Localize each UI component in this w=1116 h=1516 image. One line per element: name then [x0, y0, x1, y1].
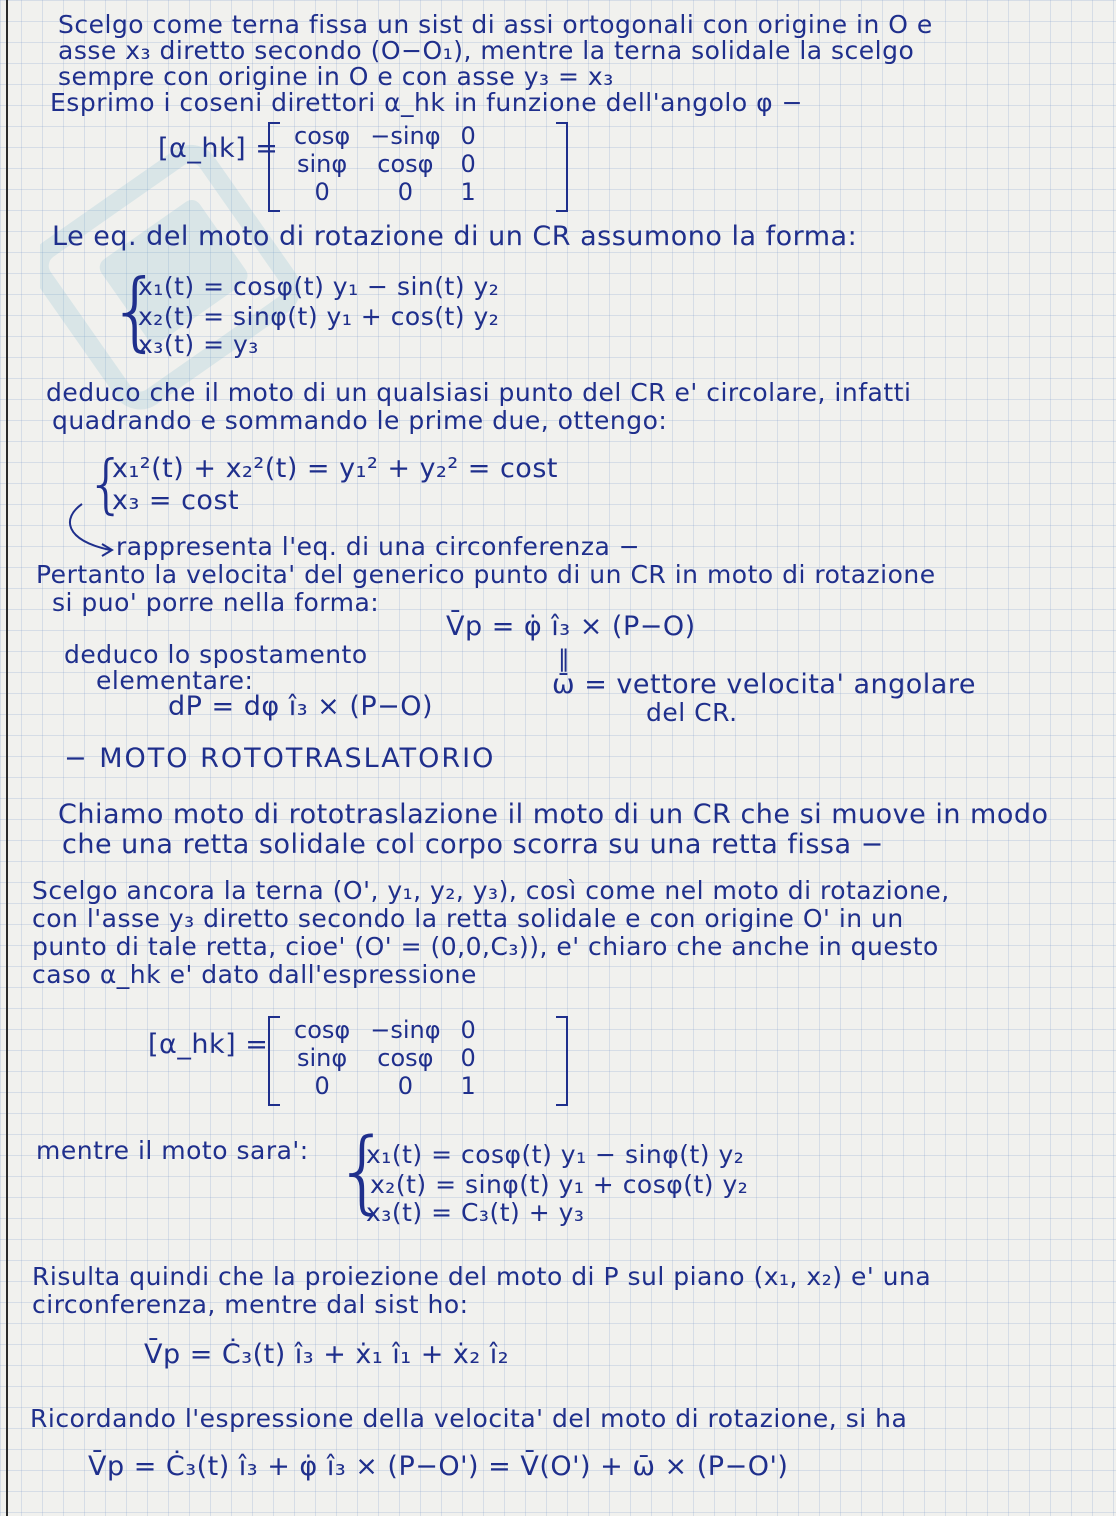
equation-line: x₁(t) = cosφ(t) y₁ − sinφ(t) y₂ — [366, 1140, 745, 1169]
matrix-cell: 0 — [397, 178, 414, 206]
matrix-cell: sinφ — [297, 1044, 348, 1072]
text-line: elementare: — [96, 666, 254, 695]
omega-definition: ω̄ = vettore velocita' angolare — [552, 669, 976, 700]
text-line: deduco lo spostamento — [64, 640, 368, 669]
velocity-formula: V̄p = Ċ₃(t) î₃ + ẋ₁ î₁ + ẋ₂ î₂ — [144, 1339, 510, 1370]
text-line: Scelgo ancora la terna (O', y₁, y₂, y₃), così come nel moto di rotazione, — [32, 876, 950, 905]
text-line: quadrando e sommando le prime due, ottengo: — [52, 406, 668, 435]
equation-line: x₁²(t) + x₂²(t) = y₁² + y₂² = cost — [112, 453, 558, 484]
system-brace: { — [108, 261, 163, 361]
direction-cosine-matrix — [268, 122, 568, 212]
text-line: rappresenta l'eq. di una circonferenza − — [116, 532, 641, 561]
matrix-cell: 0 — [460, 150, 476, 178]
displacement-formula: dP = dφ î₃ × (P−O) — [168, 691, 434, 722]
notebook-margin-line — [6, 0, 8, 1516]
matrix-cell: 0 — [460, 122, 476, 150]
matrix-cell: cosφ — [377, 150, 434, 178]
matrix-label: [α_hk] = — [158, 133, 279, 164]
direction-cosine-matrix — [268, 1016, 568, 1106]
text-line: circonferenza, mentre dal sist ho: — [32, 1290, 469, 1319]
matrix-cell: −sinφ — [370, 1016, 441, 1044]
matrix-cell: sinφ — [297, 150, 348, 178]
matrix-cell: 0 — [460, 1016, 476, 1044]
matrix-cell: −sinφ — [370, 122, 441, 150]
text-line: si puo' porre nella forma: — [52, 588, 380, 617]
text-line: asse x₃ diretto secondo (O−O₁), mentre la terna solidale la scelgo — [58, 36, 915, 65]
matrix-cell: 1 — [460, 178, 476, 206]
text-line: deduco che il moto di un qualsiasi punto del CR e' circolare, infatti — [46, 378, 912, 407]
matrix-cell: 1 — [460, 1072, 476, 1100]
equation-line: x₂(t) = sinφ(t) y₁ + cosφ(t) y₂ — [370, 1170, 749, 1199]
velocity-formula: V̄p = φ̇ î₃ × (P−O) — [446, 611, 696, 642]
text-line: sempre con origine in O e con asse y₃ = x₃ — [58, 62, 614, 91]
text-line: con l'asse y₃ diretto secondo la retta solidale e con origine O' in un — [32, 904, 904, 933]
text-line: Scelgo come terna fissa un sist di assi ortogonali con origine in O e — [58, 10, 933, 39]
text-line: mentre il moto sara': — [36, 1136, 309, 1165]
equation-line: x₃(t) = C₃(t) + y₃ — [366, 1198, 585, 1227]
equation-line: x₂(t) = sinφ(t) y₁ + cos(t) y₂ — [138, 302, 500, 331]
text-line: Chiamo moto di rototraslazione il moto di un CR che si muove in modo — [58, 799, 1049, 830]
text-line: che una retta solidale col corpo scorra su una retta fissa − — [62, 829, 884, 860]
equation-line: x₃ = cost — [112, 485, 240, 516]
text-line: Ricordando l'espressione della velocita' del moto di rotazione, si ha — [30, 1404, 908, 1433]
equation-line: x₁(t) = cosφ(t) y₁ − sin(t) y₂ — [138, 272, 500, 301]
text-line: caso α_hk e' dato dall'espressione — [32, 960, 477, 989]
matrix-cell: 0 — [314, 1072, 330, 1100]
text-line: Le eq. del moto di rotazione di un CR assumono la forma: — [52, 221, 858, 252]
matrix-cell: cosφ — [294, 122, 351, 150]
matrix-cell: 0 — [397, 1072, 414, 1100]
equals-mark: ‖ — [558, 646, 570, 672]
equation-line: x₃(t) = y₃ — [138, 330, 259, 359]
text-line: Pertanto la velocita' del generico punto di un CR in moto di rotazione — [36, 560, 936, 589]
system-brace: { — [86, 448, 127, 522]
matrix-cell: cosφ — [377, 1044, 434, 1072]
matrix-cell: 0 — [460, 1044, 476, 1072]
text-line: Esprimo i coseni direttori α_hk in funzione dell'angolo φ − — [50, 88, 804, 117]
section-heading: − MOTO ROTOTRASLATORIO — [64, 743, 496, 774]
final-formula: V̄p = Ċ₃(t) î₃ + φ̇ î₃ × (P−O') = V̄(O') + ω̄ × (P−O') — [88, 1451, 789, 1482]
matrix-label: [α_hk] = — [148, 1029, 269, 1060]
matrix-cell: 0 — [314, 178, 330, 206]
matrix-cell: cosφ — [294, 1016, 351, 1044]
omega-definition-cont: del CR. — [646, 698, 738, 727]
system-brace: { — [334, 1119, 392, 1224]
text-line: punto di tale retta, cioe' (O' = (0,0,C₃)), e' chiaro che anche in questo — [32, 932, 939, 961]
text-line: Risulta quindi che la proiezione del moto di P sul piano (x₁, x₂) e' una — [32, 1262, 932, 1291]
